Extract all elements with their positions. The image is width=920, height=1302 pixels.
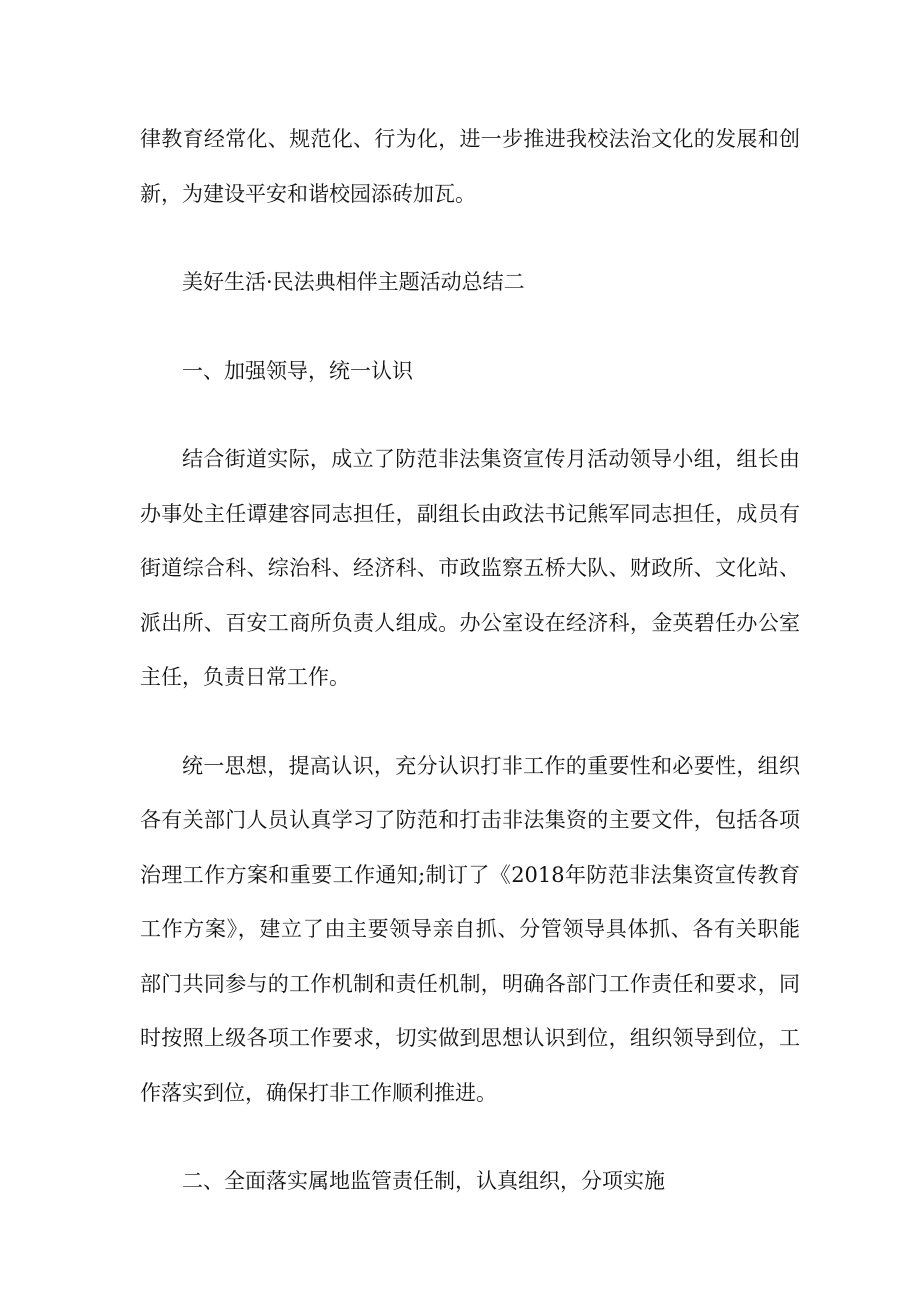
section-title: 美好生活·民法典相伴主题活动总结二 bbox=[182, 270, 525, 294]
section-heading-2: 二、全面落实属地监管责任制，认真组织，分项实施 bbox=[182, 1169, 665, 1193]
paragraph-gap bbox=[140, 398, 800, 432]
paragraph-gap bbox=[140, 1120, 800, 1154]
paragraph-gap bbox=[140, 221, 800, 255]
paragraph-gap bbox=[140, 310, 800, 344]
paragraph-leadership-group: 结合街道实际，成立了防范非法集资宣传月活动领导小组，组长由办事处主任谭建容同志担任，副组长由政法书记熊军同志担任，成员有街道综合科、综治科、经济科、市政监察五桥大队、财政所、文化站、派出所、百安工商所负责人组成。办公室设在经济科，金英碧任办公室主任，负责日常工作。 bbox=[140, 447, 800, 689]
section-heading-1: 一、加强领导，统一认识 bbox=[182, 358, 413, 383]
document-body bbox=[140, 112, 800, 1209]
paragraph-gap bbox=[140, 705, 800, 739]
paragraph-unify-thinking: 统一思想，提高认识，充分认识打非工作的重要性和必要性，组织各有关部门人员认真学习了防范和打击非法集资的主要文件，包括各项治理工作方案和重要工作通知;制订了《2018年防范非法集资宣传教育工作方案》，建立了由主要领导亲自抓、分管领导具体抓、各有关职能部门共同参与的工作机制和责任机制，明确各部门工作责任和要求，同时按照上级各项工作要求，切实做到思想认识到位，组织领导到位，工作落实到位，确保打非工作顺利推进。 bbox=[140, 753, 800, 1105]
paragraph-continuation: 律教育经常化、规范化、行为化，进一步推进我校法治文化的发展和创新，为建设平安和谐校园添砖加瓦。 bbox=[140, 127, 800, 206]
